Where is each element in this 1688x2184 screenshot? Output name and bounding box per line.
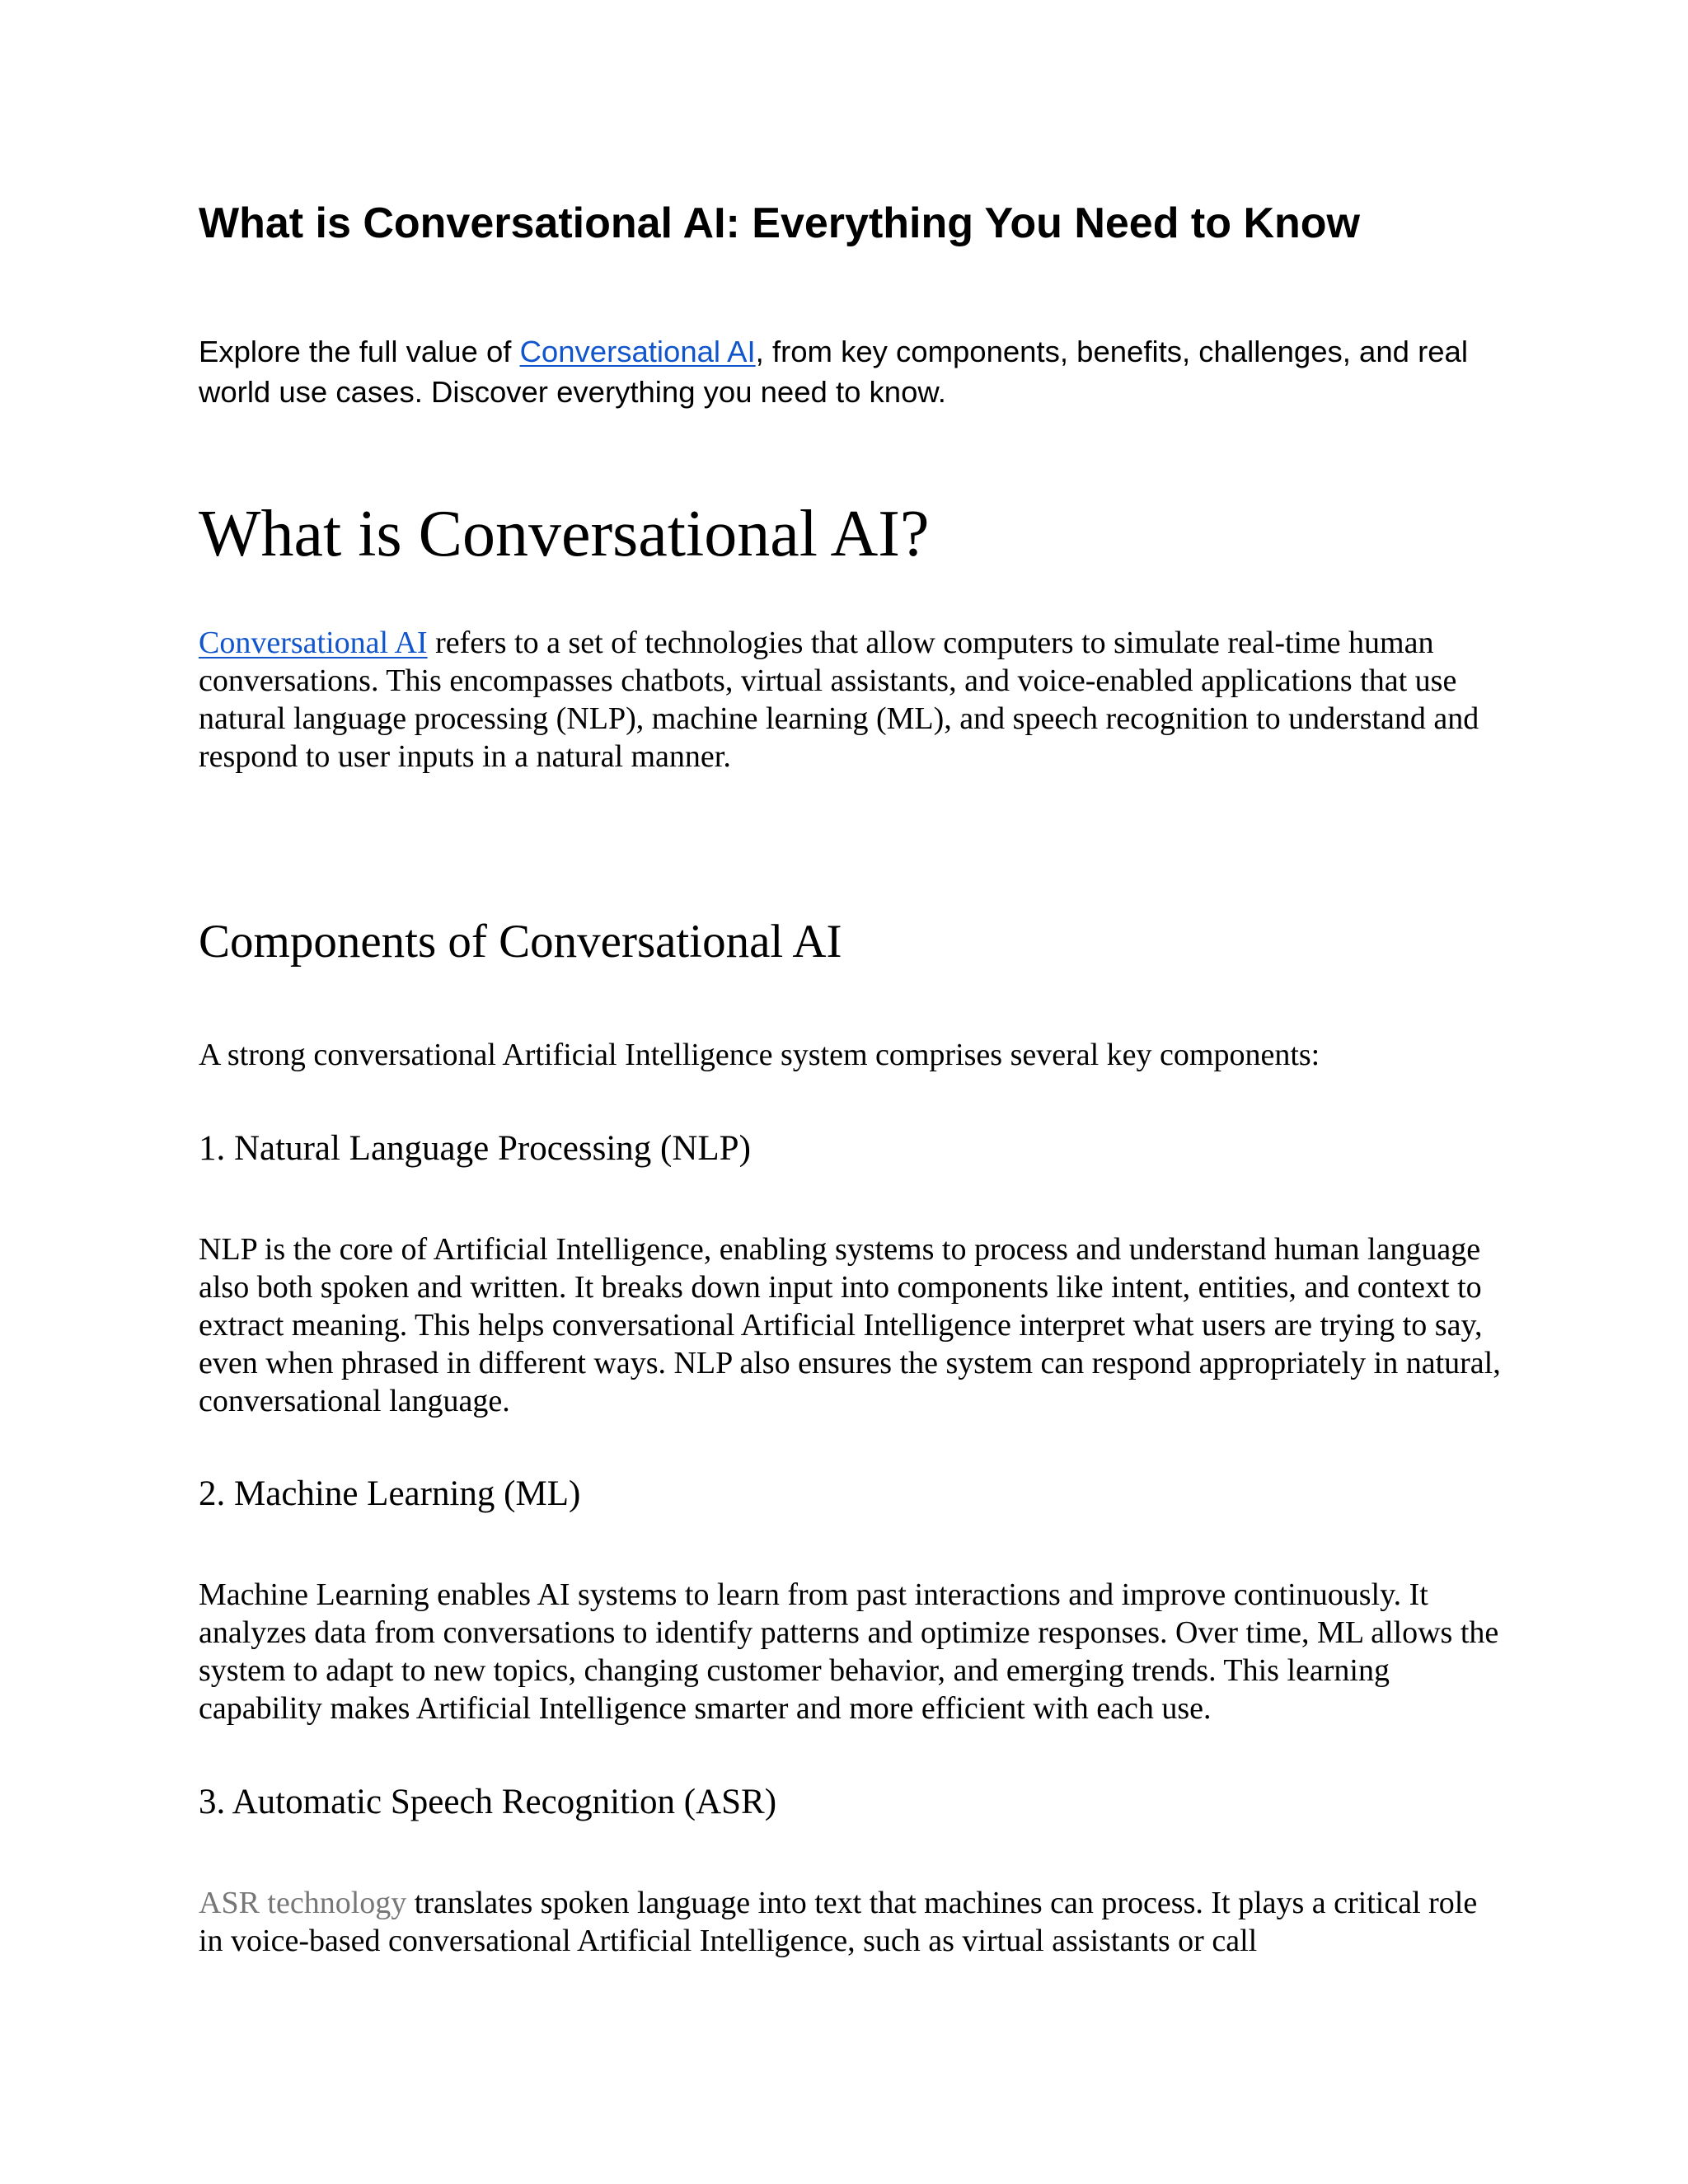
component-heading-asr: 3. Automatic Speech Recognition (ASR) [199,1783,777,1821]
intro-text-after: , from key components, benefits, challenges, and real world use cases. Discover everything you need to know. [199,335,1468,409]
component-heading-ml: 2. Machine Learning (ML) [199,1474,581,1513]
component-text-asr [199,1884,1501,1960]
conversational-ai-link[interactable]: Conversational AI [519,335,756,368]
document-title: What is Conversational AI: Everything You Need to Know [199,199,1360,247]
intro-paragraph [199,331,1501,412]
section-heading-what-is: What is Conversational AI? [199,498,930,570]
component-text-asr-rest: translates spoken language into text that machines can process. It plays a critical role in voice-based conversational Artificial Intelligence, such as virtual assistants or call [199,1886,1478,1958]
what-is-paragraph-text: refers to a set of technologies that allow computers to simulate real-time human conversations. This encompasses chatbots, virtual assistants, and voice-enabled applications that use natural language processing (NLP), machine learning (ML), and speech recognition to understand and respond to user inputs in a natural manner. [199,626,1479,774]
intro-text-before: Explore the full value of [199,335,520,368]
asr-technology-link[interactable]: ASR technology [199,1886,407,1920]
component-text-nlp: NLP is the core of Artificial Intelligence, enabling systems to process and understand human language also both spoken and written. It breaks down input into components like intent, entities, and context to extract meaning. This helps conversational Artificial Intelligence interpret what users are trying to say, even when phrased in different ways. NLP also ensures the system can respond appropriately in natural, conversational language. [199,1232,1501,1418]
conversational-ai-inline-link[interactable]: Conversational AI [199,626,428,660]
what-is-paragraph [199,624,1501,776]
component-heading-nlp: 1. Natural Language Processing (NLP) [199,1129,751,1168]
components-intro: A strong conversational Artificial Intelligence system comprises several key components: [199,1038,1320,1072]
section-heading-components: Components of Conversational AI [199,916,842,968]
component-text-ml: Machine Learning enables AI systems to learn from past interactions and improve continuously. It analyzes data from conversations to identify patterns and optimize responses. Over time, ML allows the system to adapt to new topics, changing customer behavior, and emerging trends. This learning capability makes Artificial Intelligence smarter and more efficient with each use. [199,1577,1499,1726]
